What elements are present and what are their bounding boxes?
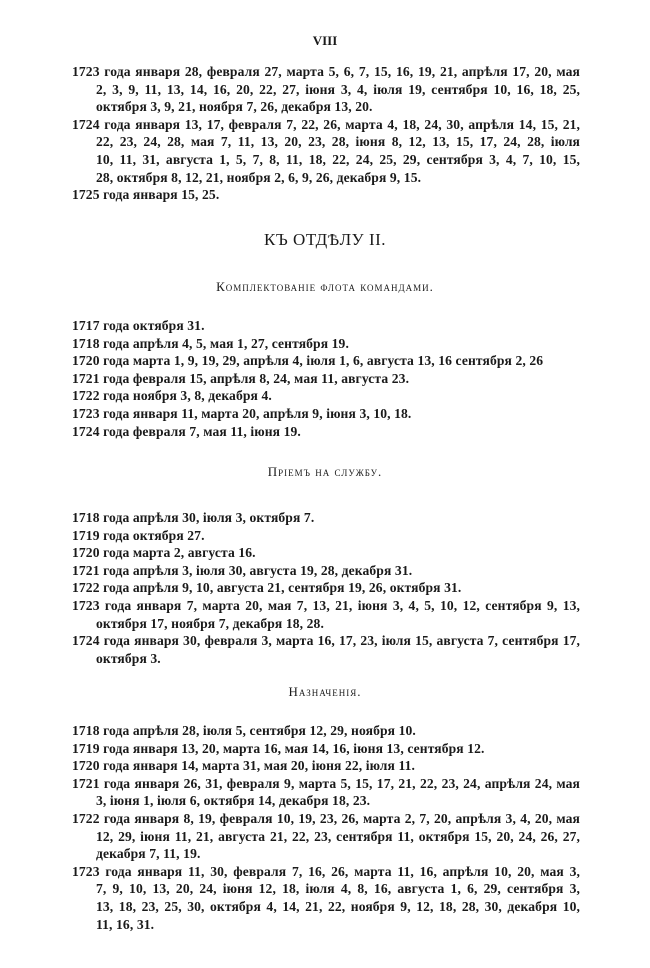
- section-heading: Комплектованіе флота командами.: [216, 279, 434, 294]
- year-entry: [72, 740, 580, 758]
- entry-line: 3, іюня 1, іюля 6, октября 14, декабря 18, 23.: [96, 793, 371, 809]
- entry-list: [72, 63, 580, 204]
- year-entry: [72, 722, 580, 740]
- year-entry: [72, 116, 580, 186]
- entry-line: 1722 года ноября 3, 8, декабря 4.: [72, 388, 272, 404]
- year-entry: [72, 63, 580, 116]
- entry-line: 1723 года января 11, 30, февраля 7, 16, 26, марта 11, 16, апрѣля 10, 20, мая 3,: [72, 863, 580, 879]
- year-entry: [72, 810, 580, 863]
- entry-line: 1718 года апрѣля 28, іюля 5, сентября 12, 29, ноября 10.: [72, 723, 416, 738]
- entry-line: 1723 года января 11, марта 20, апрѣля 9, іюня 3, 10, 18.: [72, 405, 412, 421]
- entry-line: 1720 года января 14, марта 31, мая 20, іюня 22, іюля 11.: [72, 758, 415, 774]
- entry-line: 1722 года января 8, 19, февраля 10, 19, 23, 26, марта 2, 7, 20, апрѣля 3, 4, 20, мая: [72, 810, 580, 826]
- entry-line: октября 3, 9, 21, ноября 7, 26, декабря 13, 20.: [96, 99, 373, 115]
- entry-line: 1723 года января 7, марта 20, мая 7, 13, 21, іюня 3, 4, 5, 10, 12, сентября 9, 13,: [72, 597, 580, 613]
- entry-line: 11, 16, 31.: [96, 916, 155, 932]
- year-entry: [72, 317, 580, 335]
- part-title: КЪ ОТДѢЛУ II.: [263, 230, 387, 249]
- entry-line: 1724 года января 13, 17, февраля 7, 22, 26, марта 4, 18, 24, 30, апрѣля 14, 15, 21,: [72, 116, 580, 132]
- entry-line: 1719 года января 13, 20, марта 16, мая 14, 16, іюня 13, сентября 12.: [72, 740, 485, 756]
- year-entry: [72, 527, 580, 545]
- entry-list: [72, 722, 580, 933]
- entry-line: 28, октября 8, 12, 21, ноября 2, 6, 9, 26, декабря 9, 15.: [96, 169, 422, 185]
- page-number: VIII: [312, 33, 338, 48]
- entry-line: 2, 3, 9, 11, 13, 14, 16, 20, 22, 27, іюня 3, 4, іюля 19, сентября 10, 16, 18, 25,: [96, 81, 580, 97]
- entry-list: [72, 509, 580, 667]
- entry-line: 1717 года октября 31.: [72, 318, 205, 333]
- entry-list: [72, 317, 580, 440]
- year-entry: [72, 775, 580, 810]
- year-entry: [72, 509, 580, 527]
- entry-line: октября 17, ноября 7, декабря 18, 28.: [96, 615, 324, 631]
- entry-line: 1725 года января 15, 25.: [72, 187, 220, 203]
- entry-line: октября 3.: [96, 650, 161, 666]
- year-entry: [72, 387, 580, 405]
- year-entry: [72, 597, 580, 632]
- entry-line: 1718 года апрѣля 4, 5, мая 1, 27, сентября 19.: [72, 335, 349, 351]
- year-entry: [72, 370, 580, 388]
- year-entry: [72, 352, 580, 370]
- year-entry: [72, 544, 580, 562]
- entry-line: 12, 29, іюня 11, 21, августа 21, 22, 23, сентября 11, октября 15, 20, 24, 26, 27,: [96, 828, 580, 844]
- entry-line: 1722 года апрѣля 9, 10, августа 21, сентября 19, 26, октября 31.: [72, 580, 462, 596]
- year-entry: [72, 579, 580, 597]
- entry-line: 13, 18, 23, 25, 30, октября 4, 14, 21, 22, ноября 9, 12, 18, 28, 30, декабря 10,: [96, 898, 580, 914]
- entry-line: 1723 года января 28, февраля 27, марта 5, 6, 7, 15, 16, 19, 21, апрѣля 17, 20, мая: [72, 64, 580, 79]
- section-heading: Пріемъ на службу.: [267, 464, 383, 479]
- entry-line: 1721 года февраля 15, апрѣля 8, 24, мая 11, августа 23.: [72, 370, 410, 386]
- year-entry: [72, 632, 580, 667]
- entry-line: 1718 года апрѣля 30, іюля 3, октября 7.: [72, 510, 315, 525]
- section-heading: Назначенія.: [288, 684, 362, 699]
- entry-line: 1720 года марта 2, августа 16.: [72, 545, 256, 561]
- entry-line: 1721 года апрѣля 3, іюля 30, августа 19, 28, декабря 31.: [72, 562, 413, 578]
- entry-line: 1719 года октября 27.: [72, 527, 205, 543]
- year-entry: [72, 757, 580, 775]
- year-entry: [72, 423, 580, 441]
- entry-line: 22, 23, 24, 28, мая 7, 11, 13, 20, 23, 28, іюня 8, 12, 13, 15, 17, 24, 28, іюля: [96, 134, 580, 150]
- entry-line: 1724 года января 30, февраля 3, марта 16, 17, 23, іюля 15, августа 7, сентября 17,: [72, 633, 580, 649]
- year-entry: [72, 863, 580, 933]
- year-entry: [72, 186, 580, 204]
- year-entry: [72, 405, 580, 423]
- entry-line: 1721 года января 26, 31, февраля 9, марта 5, 15, 17, 21, 22, 23, 24, апрѣля 24, мая: [72, 775, 580, 791]
- year-entry: [72, 562, 580, 580]
- entry-line: 1724 года февраля 7, мая 11, іюня 19.: [72, 423, 301, 439]
- entry-line: декабря 7, 11, 19.: [96, 846, 201, 862]
- year-entry: [72, 335, 580, 353]
- entry-line: 7, 9, 10, 13, 20, 24, іюня 12, 18, іюля 4, 8, 16, августа 1, 6, 29, сентября 3,: [96, 881, 580, 897]
- entry-line: 1720 года марта 1, 9, 19, 29, апрѣля 4, іюля 1, 6, августа 13, 16 сентября 2, 26: [72, 353, 544, 369]
- entry-line: 10, 11, 31, августа 1, 5, 7, 8, 11, 18, 22, 24, 25, 29, сентября 3, 4, 7, 10, 15,: [96, 151, 580, 167]
